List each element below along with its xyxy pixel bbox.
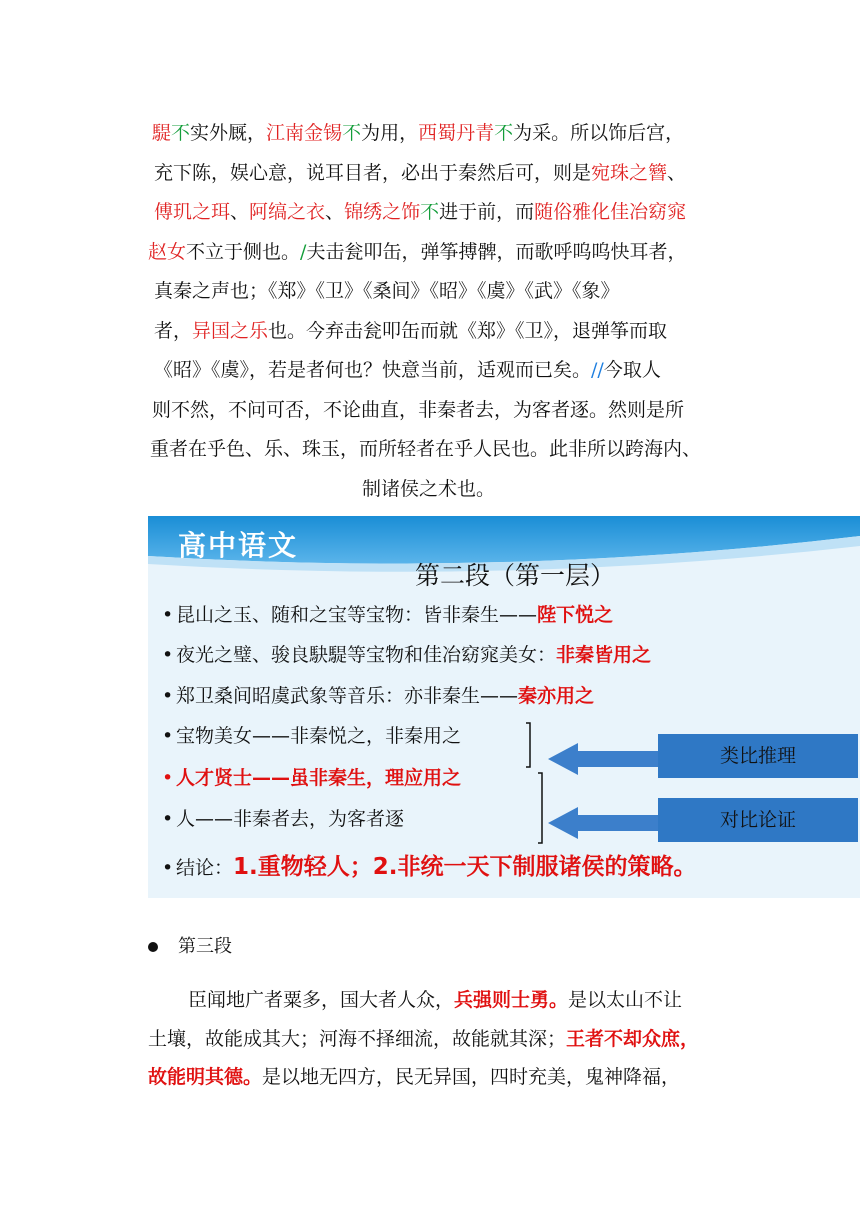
highlight-text: 人才贤士——虽非秦生，理应用之 [176,767,462,789]
highlight-text: / [300,240,307,263]
highlight-text: 江南金锡 [266,122,343,144]
slide-title: 第二段（第一层） [415,561,616,590]
text-span: 夜光之璧、骏良駃騠等宝物和佳冶窈窕美女： [176,644,557,666]
analogy-reasoning-box: 类比推理 [658,734,858,778]
highlight-text: 异国之乐 [192,319,269,342]
text-span: 充下陈，娱心意，说耳目者，必出于秦然后可，则是 [154,161,592,184]
highlight-text: 兵强则士勇。 [454,989,569,1011]
bullet-icon: • [162,857,174,879]
bullet-icon: • [162,808,174,830]
highlight-text: 傅玑之珥 [154,201,231,223]
text-span: 是以地无四方，民无异国，四时充美，鬼神降福， [262,1066,681,1088]
bullet-icon: • [162,767,174,789]
text-span: 人——非秦者去，为客者逐 [176,808,405,830]
highlight-text: 王者不却众庶， [566,1027,700,1050]
highlight-text: 騠 [152,122,172,144]
slide-brand: 高中语文 [178,529,299,562]
slide-bullet-item [162,848,697,881]
text-span: 郑卫桑间昭虞武象等音乐：亦非秦生—— [176,685,519,707]
text-span: 也。今弃击瓮叩缶而就《郑》《卫》，退弹筝而取 [268,319,668,342]
text-span: 今取人 [603,359,661,381]
text-span: 实外厩， [190,122,267,144]
text-span: 臣闻地广者粟多，国大者人众， [188,989,455,1011]
text-span: 为用， [361,122,419,144]
highlight-text: 西蜀丹青 [418,122,495,144]
text-line [154,158,686,185]
highlight-text: 阿缟之衣 [249,201,326,223]
text-line [148,1062,680,1089]
text-span: 、 [325,201,345,223]
text-span: 宝物美女——非秦悦之，非秦用之 [176,725,462,747]
text-span: 为采。所以饰后宫， [513,122,685,144]
bullet-icon: • [162,604,174,626]
text-line [152,395,684,422]
slide-bullet-item [162,681,594,708]
text-span: 进于前，而 [439,201,535,223]
text-line [188,985,682,1012]
highlight-text: 宛珠之簪 [591,161,668,184]
bullet-dot-icon [148,942,158,952]
highlight-text: 1.重物轻人；2.非统一天下制服诸侯的策略。 [233,854,697,880]
text-line [152,118,684,145]
highlight-text: 锦绣之饰 [344,201,421,223]
text-span: 制诸侯之术也。 [362,477,496,500]
highlight-text: 陛下悦之 [537,604,614,626]
slide-bullet-item [162,721,461,748]
text-span: 不立于侧也。 [186,240,301,263]
text-span: 、 [667,161,687,184]
text-line [150,434,701,461]
bullet-icon: • [162,685,174,707]
text-span: 是以太山不让 [568,989,683,1011]
highlight-text: 不 [171,122,191,144]
text-line [154,197,686,224]
bracket-arrows [518,721,668,851]
text-line [154,355,661,382]
highlight-text: 故能明其德。 [148,1066,263,1088]
highlight-text: // [591,359,604,381]
slide-bullet-item [162,600,613,627]
highlight-text: 非秦皆用之 [556,644,652,666]
highlight-text: 不 [494,122,514,144]
text-line [154,276,620,303]
section3-heading: 第三段 [148,932,232,958]
text-span: 、 [230,201,250,223]
text-line [154,316,667,343]
slide-bullet-item [162,640,651,667]
text-span: 《昭》《虞》，若是者何也？快意当前，适观而已矣。 [154,359,592,381]
text-span: 土壤，故能成其大；河海不择细流，故能就其深； [148,1027,567,1050]
bullet-icon: • [162,725,174,747]
highlight-text: 赵女 [148,240,187,263]
highlight-text: 随俗雅化佳冶窈窕 [534,201,687,223]
slide-bullet-item [162,763,461,790]
text-span: 真秦之声也；《郑》《卫》《桑间》《昭》《虞》《武》《象》 [154,280,620,302]
text-line [362,474,495,501]
text-span: 则不然，不问可否，不论曲直，非秦者去，为客者逐。然则是所 [152,398,685,421]
text-span: 结论： [176,857,234,879]
highlight-text: 不 [420,201,440,223]
slide-bullet-item [162,804,404,831]
text-span: 重者在乎色、乐、珠玉，而所轻者在乎人民也。此非所以跨海内、 [150,438,702,460]
text-span: 夫击瓮叩缶，弹筝搏髀，而歌呼呜呜快耳者， [306,240,687,263]
bullet-icon: • [162,644,174,666]
text-span: 者， [154,319,193,342]
highlight-text: 秦亦用之 [518,685,595,707]
text-line [148,1024,699,1051]
highlight-text: 不 [342,122,362,144]
text-span: 昆山之玉、随和之宝等宝物：皆非秦生—— [176,604,538,626]
lecture-slide [148,516,860,898]
contrast-argument-box: 对比论证 [658,798,858,842]
text-line [148,237,686,264]
